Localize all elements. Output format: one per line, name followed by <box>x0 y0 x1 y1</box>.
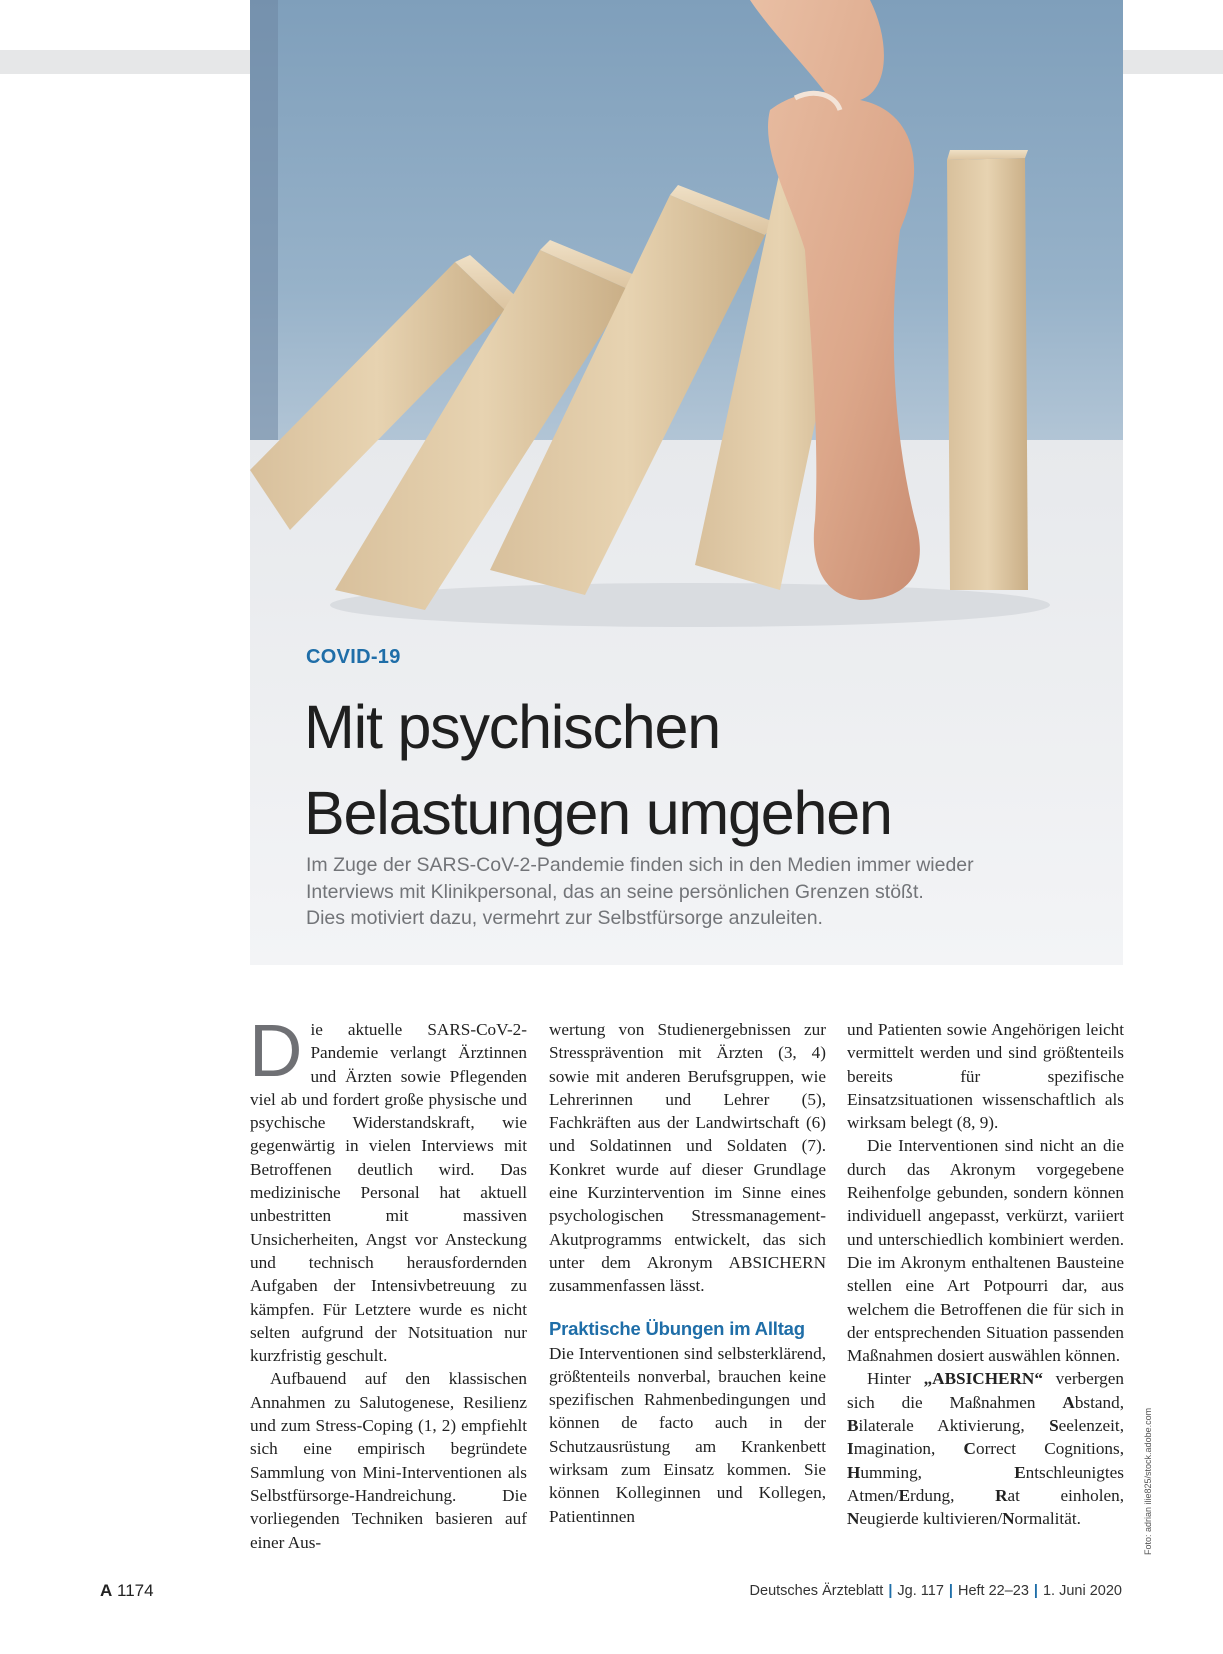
acronym-initial: E <box>898 1485 911 1505</box>
paragraph <box>249 1009 527 1367</box>
paragraph: und Patienten sowie Angehörigen leicht vermittelt werden und sind größtenteils bereits für spezifische Einsatzsituationen wissenschaftlich als wirksam belegt (8, 9). <box>847 1020 1124 1133</box>
separator: | <box>888 1583 893 1599</box>
acronym-initial: E <box>1014 1462 1026 1482</box>
acronym-list <box>847 1393 1124 1528</box>
acronym-rest: eelenzeit, <box>1058 1416 1124 1436</box>
lead-line-2: Interviews mit Klinikpersonal, das an seine persönlichen Grenzen stößt. <box>306 880 924 903</box>
footer-info <box>750 1583 1122 1599</box>
paragraph: Die Interventionen sind selbsterklärend, größtenteils nonverbal, brauchen keine spezifischen Rahmenbedingungen und können de facto auch in der Schutzausrüstung am Krankenbett wirksam zum Einsatz kommen. Sie können Kolleginnen und Kollegen, Patientinnen <box>549 1343 826 1526</box>
acronym-initial: R <box>995 1485 1008 1505</box>
paragraph-absichern <box>847 1367 1124 1530</box>
article-lead <box>306 852 1066 932</box>
text-column-2 <box>549 1018 826 1528</box>
domino-5 <box>947 150 1028 590</box>
text-column-1 <box>249 1009 527 1554</box>
paragraph: wertung von Studienergebnissen zur Stressprävention mit Ärzten (3, 4) sowie mit anderen Berufsgruppen, wie Lehrerinnen und Lehrer (5), Fachkräften aus der Landwirtschaft (6) und Soldatinnen und Soldaten (7). Konkret wurde auf dieser Grundlage eine Kurzintervention im Sinne eines psychologischen Stressmanagement-Akutprogramms entwickelt, das sich unter dem Akronym ABSICHERN zusammenfassen lässt. <box>549 1020 826 1296</box>
lead-line-1: Im Zuge der SARS-CoV-2-Pandemie finden sich in den Medien immer wieder <box>306 854 974 876</box>
text-column-3 <box>847 1018 1124 1531</box>
lead-line-3: Dies motiviert dazu, vermehrt zur Selbstfürsorge anzuleiten. <box>306 907 823 929</box>
page-prefix: A <box>100 1581 113 1600</box>
acronym-rest: orrect Cognitions, <box>975 1439 1124 1459</box>
acronym-initial: C <box>963 1439 976 1459</box>
section-subhead: Praktische Übungen im Alltag <box>549 1317 805 1339</box>
acronym-initial: A <box>1062 1392 1075 1412</box>
headline-line-2: Belastungen umgehen <box>304 779 892 847</box>
separator: | <box>1033 1583 1038 1599</box>
paragraph: Die Interventionen sind nicht an die durch das Akronym vorgegebene Reihenfolge gebunden, sondern können individuell angepasst, verkürzt, variiert und unterschiedlich kombiniert werden. Die im Akronym enthaltenen Bausteine stellen eine Art Potpourri dar, aus welchem die Betroffenen die für sich in der entsprechenden Situation passenden Maßnahmen dosiert auswählen können. <box>847 1136 1124 1366</box>
acronym-rest: rdung, <box>910 1485 996 1505</box>
acronym-initial: B <box>847 1416 859 1436</box>
acronym-rest: ormalität. <box>1014 1509 1081 1529</box>
paragraph-text: ie aktuelle SARS-CoV-2-Pandemie verlangt Ärztinnen und Ärzten sowie Pflegenden viel ab und fordert große physische und psychische Widerstandskraft, wie gegenwärtig in vielen Interviews mit Betroffenen deutlich wird. Das medizinische Personal hat aktuell unbestritten mit massiven Unsicherheiten, Angst vor Ansteckung und technisch herausfordernden Aufgaben der Intensivbetreuung zu kämpfen. Für Letztere wurde es nicht selten aufgrund der Notsituation nur kurzfristig geschult. <box>250 1020 527 1366</box>
photo-credit: Foto: adrian ilie825/stock.adobe.com <box>1143 1407 1153 1555</box>
acronym-rest: bstand, <box>1074 1392 1124 1412</box>
separator: | <box>948 1583 953 1599</box>
acronym-rest: magination, <box>853 1439 964 1459</box>
article-kicker: COVID-19 <box>306 646 401 668</box>
acronym: „ABSICHERN“ <box>923 1369 1043 1389</box>
acronym-initial: N <box>847 1509 860 1529</box>
text: Hinter <box>867 1369 924 1389</box>
acronym-initial: N <box>1002 1509 1015 1529</box>
page-number <box>100 1581 154 1601</box>
acronym-rest: at einholen, <box>1007 1485 1124 1505</box>
issue: Heft 22–23 <box>957 1583 1029 1599</box>
acronym-initial: H <box>847 1462 861 1482</box>
acronym-rest: ntschleunigtes Atmen/ <box>847 1462 1124 1505</box>
page-number-value: 1174 <box>117 1581 154 1600</box>
journal-name: Deutsches Ärzteblatt <box>749 1583 884 1599</box>
acronym-initial: I <box>847 1439 854 1459</box>
acronym-rest: eugierde kultivieren/ <box>859 1509 1003 1529</box>
top-bar-right <box>1123 50 1223 74</box>
acronym-rest: umming, <box>860 1462 1015 1482</box>
drop-cap: D <box>249 1009 303 1092</box>
acronym-initial: S <box>1049 1416 1059 1436</box>
article-headline <box>304 684 1104 856</box>
paragraph: Aufbauend auf den klassischen Annahmen zu Salutogenese, Resilienz und zum Stress-Coping (1, 2) empfiehlt sich eine empirisch begründete Sammlung von Mini-Interventionen als Selbstfürsorge-Handreichung. Die vorliegenden Techniken basieren auf einer Aus- <box>250 1369 527 1552</box>
volume: Jg. 117 <box>897 1583 944 1599</box>
top-bar-left <box>0 50 250 74</box>
text: verbergen sich die Maßnahmen <box>847 1369 1124 1412</box>
issue-date: 1. Juni 2020 <box>1042 1583 1122 1599</box>
headline-line-1: Mit psychischen <box>304 693 720 761</box>
acronym-rest: ilaterale Aktivierung, <box>858 1416 1050 1436</box>
